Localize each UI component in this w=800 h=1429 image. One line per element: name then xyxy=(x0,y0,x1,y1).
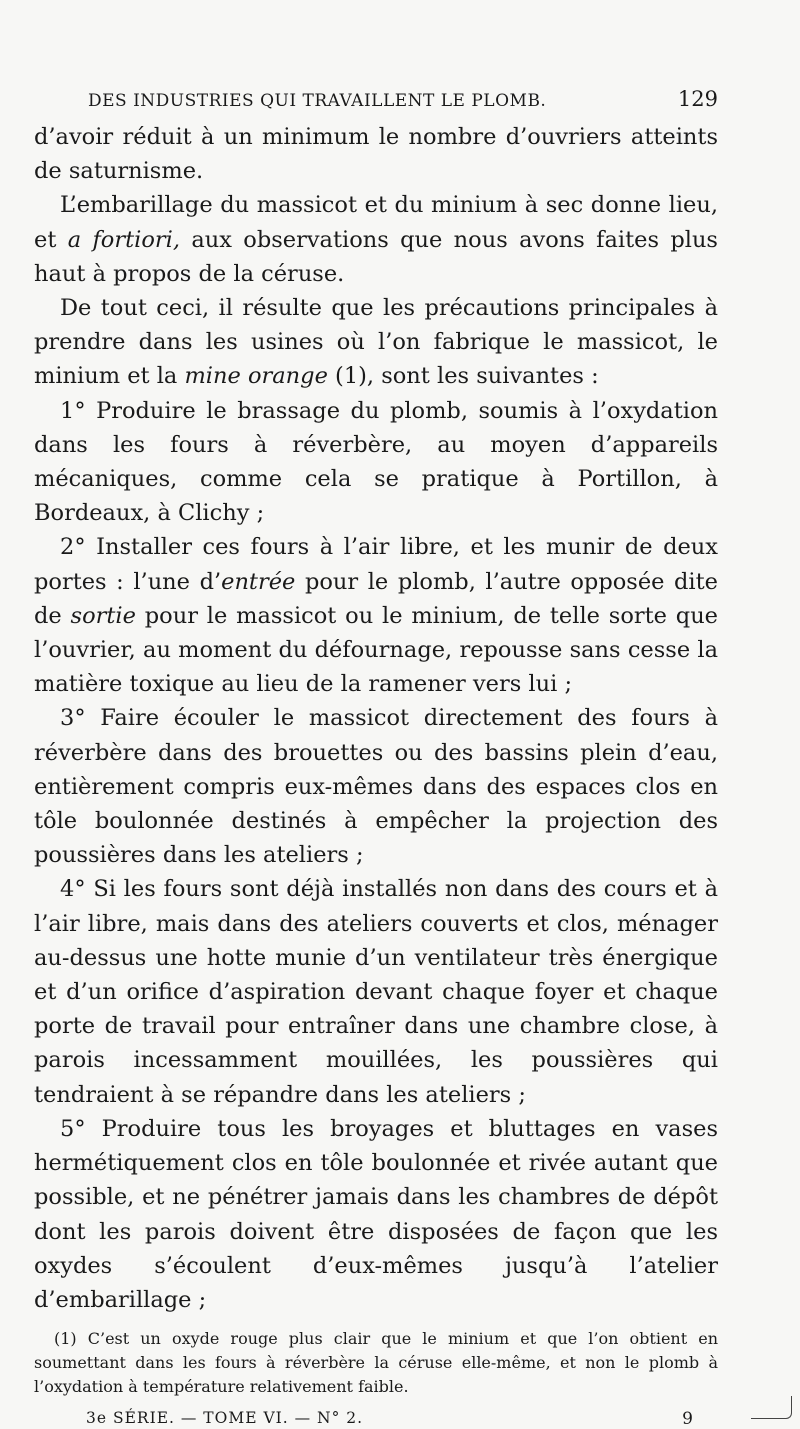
running-title: DES INDUSTRIES QUI TRAVAILLENT LE PLOMB. xyxy=(88,91,547,111)
text-segment: 2° Installer ces fours à l’air libre, et les munir de deux portes : l’une d’ xyxy=(34,534,718,595)
text-segment: L’embarillage du massicot et du minium à sec donne lieu, et xyxy=(34,192,718,253)
text-segment: 4° Si les fours sont déjà installés non dans des cours et à l’air libre, mais dans des ateliers couverts et clos, ménager au-dessus une hotte munie d’un ventilateur très énergique et d’un orifice d’aspiration devant chaque foyer et chaque porte de travail pour entraîner dans une chambre close, à parois incessamment mouillées, les poussières qui tendraient à se répandre dans les ateliers ; xyxy=(34,876,718,1108)
paragraph xyxy=(34,530,718,701)
paragraph xyxy=(34,872,718,1111)
text-segment: d’avoir réduit à un minimum le nombre d’ouvriers atteints de saturnisme. xyxy=(34,124,718,185)
signature-line xyxy=(34,1409,718,1429)
series-signature: 3e SÉRIE. — TOME VI. — N° 2. xyxy=(86,1409,364,1428)
italic-text: entrée xyxy=(221,568,296,595)
paragraph xyxy=(34,120,718,188)
paragraph xyxy=(34,291,718,394)
corner-mark xyxy=(751,1396,792,1419)
page xyxy=(34,78,718,1429)
body-text xyxy=(34,120,718,1317)
text-segment: pour le massicot ou le minium, de telle sorte que l’ouvrier, au moment du défournage, repousse sans cesse la matière toxique au lieu de la ramener vers lui ; xyxy=(34,602,719,698)
footnote-text: (1) C’est un oxyde rouge plus clair que le minium et que l’on obtient en soumettant dans les fours à réverbère la céruse elle-même, et non le plomb à l’oxydation à température relativement faible. xyxy=(34,1329,718,1397)
italic-text: sortie xyxy=(70,602,136,629)
italic-text: a fortiori, xyxy=(67,226,180,253)
paragraph xyxy=(34,394,718,531)
text-segment: (1), sont les suivantes : xyxy=(327,363,599,390)
text-segment: De tout ceci, il résulte que les précautions principales à prendre dans les usines où l’on fabrique le massicot, le minium et la xyxy=(34,295,718,390)
sheet-number: 9 xyxy=(682,1409,694,1429)
text-segment: 5° Produire tous les broyages et bluttages en vases hermétiquement clos en tôle boulonnée et rivée autant que possible, et ne pénétrer jamais dans les chambres de dépôt dont les parois doivent être disposées de façon que les oxydes s’écoulent d’eux-mêmes jusqu’à l’atelier d’embarillage ; xyxy=(34,1115,718,1313)
text-segment: pour le plomb, l’autre opposée dite de xyxy=(34,568,718,629)
page-number: 129 xyxy=(677,87,718,111)
paragraph xyxy=(34,1112,718,1317)
text-segment: 1° Produire le brassage du plomb, soumis à l’oxydation dans les fours à réverbère, au moyen d’appareils mécaniques, comme cela se pratique à Portillon, à Bordeaux, à Clichy ; xyxy=(34,397,718,527)
running-header xyxy=(88,78,718,120)
paragraph xyxy=(34,188,718,291)
text-segment: aux observations que nous avons faites plus haut à propos de la céruse. xyxy=(34,226,718,287)
text-segment: 3° Faire écouler le massicot directement des fours à réverbère dans des brouettes ou des bassins plein d’eau, entièrement compris eux-mêmes dans des espaces clos en tôle boulonnée destinés à empêcher la projection des poussières dans les ateliers ; xyxy=(34,705,718,869)
paragraph xyxy=(34,701,718,872)
italic-text: mine orange xyxy=(184,363,328,390)
footnote xyxy=(34,1327,718,1399)
